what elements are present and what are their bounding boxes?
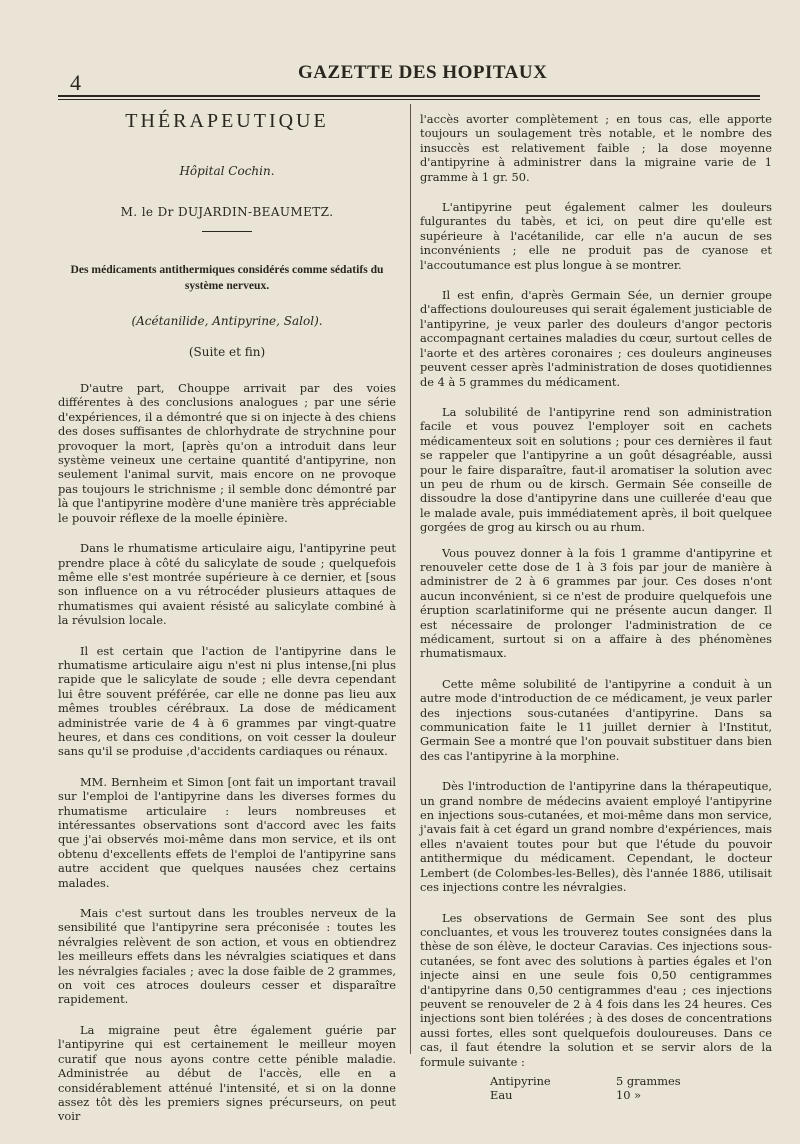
paragraph: D'autre part, Chouppe arrivait par des voies différentes à des conclusions analogues ; par une série d'expériences, il a démontré que si on injecte à des chiens des doses suffisantes de chlorhydrate de strychnine pour provoquer la mort, [après qu'on a introduit dans leur système veineux une certaine quantité d'antipyrine, non seulement l'animal survit, mais encore on ne provoque pas toujours le strichnisme ; il semble donc démontré par là que l'antipyrine modère d'une manière très appréciable le pouvoir réflexe de la moelle épinière. [58, 381, 396, 525]
formula-row [420, 1088, 772, 1102]
paragraph: MM. Bernheim et Simon [ont fait un important travail sur l'emploi de l'antipyrine dans les diverses formes du rhumatisme articulaire : leurs nombreuses et intéressantes observations sont d'accord avec les faits que j'ai observés moi-même dans mon service, et ils ont obtenu d'excellents effets de l'emploi de l'antipyrine sans autre accident que quelques nausées chez certains malades. [58, 774, 396, 890]
header-rule [58, 95, 760, 97]
paragraph: Cette même solubilité de l'antipyrine a conduit à un autre mode d'introduction de ce médicament, je veux parler des injections sous-cutanées d'antipyrine. Dans sa communication faite le 11 juillet dernier à l'Institut, Germain See a montré que l'on pouvait substituer dans bien des cas l'antipyrine à la morphine. [420, 676, 772, 763]
paragraph: Les observations de Germain See sont des plus concluantes, et vous les trouverez toutes consignées dans la thèse de son élève, le docteur Caravias. Ces injections sous-cutanées, se font avec des solutions à parties égales et l'on injecte ainsi en une seule fois 0,50 centigrammes d'antipyrine dans 0,50 centigrammes d'eau ; ces injections peuvent se renouveler de 2 à 4 fois dans les 24 heures. Ces injections sont bien tolérées ; à des doses de concentrations aussi fortes, elles sont quelquefois douloureuses. Dans ce cas, il faut étendre la solution et se servir alors de la formule suivante : [420, 910, 772, 1069]
title-separator [202, 231, 252, 232]
paragraph: Dans le rhumatisme articulaire aigu, l'antipyrine peut prendre place à côté du salicylate de soude ; quelquefois même elle s'est montrée supérieure à ce dernier, et [sous son influence on a vu rétrocéder plusieurs attaques de rhumatismes qui avaient résisté au salicylate combiné à la révulsion locale. [58, 541, 396, 628]
author-name: M. le Dr DUJARDIN-BEAUMETZ. [120, 204, 334, 219]
drug-list: (Acétanilide, Antipyrine, Salol). [131, 314, 323, 329]
formula-ingredient: Eau [490, 1088, 513, 1103]
paragraph: La migraine peut être également guérie par l'antipyrine qui est certainement le meilleur moyen curatif que nous ayons contre cette pénible maladie. Administrée au début de l'accès, elle en a considérablement atténué l'intensité, et si on la donne assez tôt dès les premiers signes précurseurs, on peut voir [58, 1022, 396, 1124]
paragraph: Mais c'est surtout dans les troubles nerveux de la sensibilité que l'antipyrine sera préconisée : toutes les névralgies relèvent de son action, et vous en obtiendrez les meilleurs effets dans les névralgies sciatiques et dans les névralgies faciales ; avec la dose faible de 2 grammes, on voit ces atroces douleurs cesser et disparaître rapidement. [58, 906, 396, 1007]
formula-row [420, 1074, 772, 1088]
section-title: THÉRAPEUTIQUE [125, 110, 329, 132]
formula-ingredient: Antipyrine [490, 1073, 551, 1088]
publication-masthead: GAZETTE DES HOPITAUX [298, 62, 548, 83]
page-number: 4 [70, 70, 81, 95]
column-divider [410, 104, 411, 1054]
left-column [58, 112, 396, 1135]
paragraph: Il est certain que l'action de l'antipyrine dans le rhumatisme articulaire aigu n'est ni plus intense,[ni plus rapide que le salicylate de soude ; elle devra cependant lui être souvent préférée, car elle ne donne pas lieu aux mêmes troubles cérébraux. La dose de médicament administrée varie de 4 à 6 grammes par vingt-quatre heures, et dans ces conditions, on voit cesser la douleur sans qu'il se produise ,d'accidents cardiaques ou rénaux. [58, 643, 396, 759]
paragraph: La solubilité de l'antipyrine rend son administration facile et vous pouvez l'employer soit en cachets médicamenteux soit en solutions ; pour ces dernières il faut se rappeler que l'antipyrine a un goût désagréable, aussi pour le faire disparaître, faut-il aromatiser la solution avec un peu de rhum ou de kirsch. Germain Sée conseille de dissoudre la dose d'antipyrine dans une cuillerée d'eau que le malade avale, puis immédiatement après, il boit quelquee gorgées de grog au kirsch ou au rhum. [420, 404, 772, 535]
paragraph: l'accès avorter complètement ; en tous cas, elle apporte toujours un soulagement très notable, et le nombre des insuccès est relativement faible ; la dose moyenne d'antipyrine à administrer dans la migraine varie de 1 gramme à 1 gr. 50. [420, 112, 772, 184]
paragraph: Dès l'introduction de l'antipyrine dans la thérapeutique, un grand nombre de médecins avaient employé l'antipyrine en injections sous-cutanées, et moi-même dans mon service, j'avais fait à cet égard un grand nombre d'expériences, mais elles n'avaient toutes pour but que l'étude du pouvoir antithermique du médicament. Cependant, le docteur Lembert (de Colombes-les-Belles), dès l'année 1886, utilisait ces injections contre les névralgies. [420, 779, 772, 895]
formula [420, 1074, 772, 1103]
paragraph: Il est enfin, d'après Germain Sée, un dernier groupe d'affections douloureuses qui serait également justiciable de l'antipyrine, je veux parler des douleurs d'angor pectoris accompagnant certaines maladies du cœur, surtout celles de l'aorte et des artères coronaires ; ces douleurs angineuses peuvent cesser après l'administration de doses quotidiennes de 4 à 5 grammes du médicament. [420, 288, 772, 389]
paragraph: L'antipyrine peut également calmer les douleurs fulgurantes du tabès, et ici, on peut dire qu'elle est supérieure à l'acétanilide, car elle n'a aucun de ses inconvénients ; elle ne produit pas de cyanose et l'accoutumance est plus longue à se montrer. [420, 200, 772, 272]
continuation-note: (Suite et fin) [188, 344, 266, 359]
header-rule-thin [58, 99, 760, 100]
formula-quantity: 5 grammes [616, 1073, 681, 1088]
right-column [420, 112, 772, 1103]
formula-quantity: 10 » [616, 1088, 642, 1103]
article-title: Des médicaments antithermiques considérés comme sédatifs du système nerveux. [70, 263, 384, 293]
hospital-name: Hôpital Cochin. [179, 164, 275, 179]
paragraph: Vous pouvez donner à la fois 1 gramme d'antipyrine et renouveler cette dose de 1 à 3 fois par jour de manière à administrer de 2 à 6 grammes par jour. Ces doses n'ont aucun inconvénient, si ce n'est de produire quelquefois une éruption scarlatiniforme qui ne présente aucun danger. Il est nécessaire de prolonger l'administration de ce médicament, surtout si on a affaire à des phénomènes rhumatismaux. [420, 545, 772, 661]
